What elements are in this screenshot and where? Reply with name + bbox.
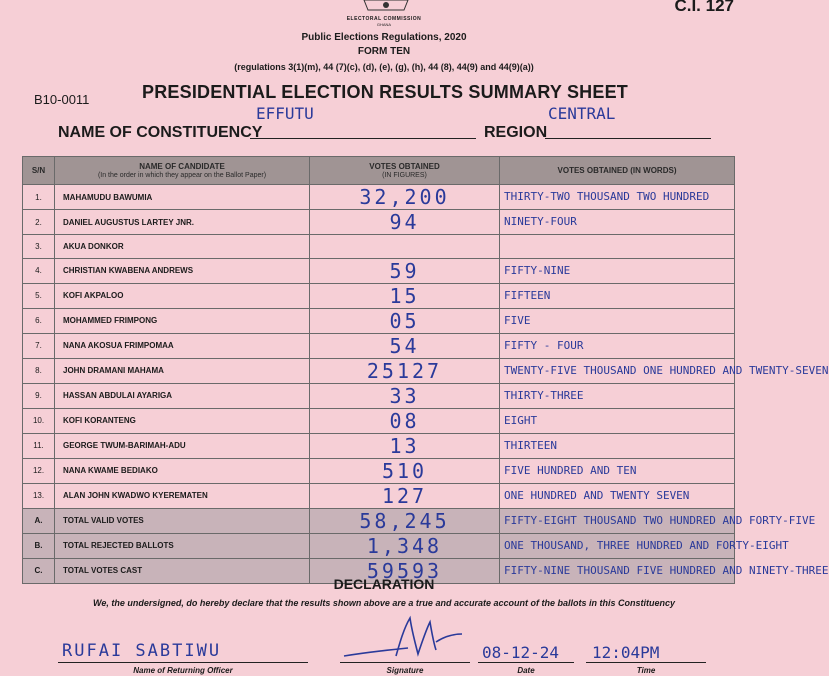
table-header-row: [23, 157, 735, 185]
votes-words: ONE THOUSAND, THREE HUNDRED AND FORTY-EIGHT: [500, 533, 735, 558]
header-sn: S/N: [23, 157, 55, 185]
candidate-name: ALAN JOHN KWADWO KYEREMATEN: [55, 483, 310, 508]
candidate-name: JOHN DRAMANI MAHAMA: [55, 358, 310, 383]
coat-of-arms-icon: [360, 0, 412, 12]
row-sn: 10.: [23, 408, 55, 433]
regulations-title: Public Elections Regulations, 2020: [301, 32, 467, 43]
row-sn: B.: [23, 533, 55, 558]
regulations-reference: (regulations 3(1)(m), 44 (7)(c), (d), (e), (g), (h), 44 (8), 44(9) and 44(9)(a)): [234, 62, 534, 72]
constituency-label: NAME OF CONSTITUENCY: [58, 124, 263, 141]
candidate-row: [23, 258, 735, 283]
row-sn: 13.: [23, 483, 55, 508]
votes-words: NINETY-FOUR: [500, 210, 735, 235]
votes-figures: 08: [310, 408, 500, 433]
votes-words: THIRTY-TWO THOUSAND TWO HUNDRED: [500, 185, 735, 210]
row-sn: 1.: [23, 185, 55, 210]
votes-figures: [310, 235, 500, 259]
form-name: FORM TEN: [357, 46, 411, 57]
candidate-name: AKUA DONKOR: [55, 235, 310, 259]
votes-words: EIGHT: [500, 408, 735, 433]
returning-officer-name: RUFAI SABTIWU: [62, 641, 222, 661]
votes-figures: 94: [310, 210, 500, 235]
votes-figures: 59593: [310, 558, 500, 583]
country-name: GHANA: [376, 22, 392, 27]
row-sn: 4.: [23, 258, 55, 283]
candidate-name: NANA AKOSUA FRIMPOMAA: [55, 333, 310, 358]
ci-number: C.I. 127: [674, 0, 734, 15]
votes-words: FIFTY - FOUR: [500, 333, 735, 358]
region-underline: [545, 138, 711, 139]
row-sn: 8.: [23, 358, 55, 383]
candidate-row: [23, 333, 735, 358]
header-words: VOTES OBTAINED (IN WORDS): [500, 157, 735, 185]
candidate-name: HASSAN ABDULAI AYARIGA: [55, 383, 310, 408]
candidate-name: TOTAL VALID VOTES: [55, 508, 310, 533]
officer-label: Name of Returning Officer: [133, 666, 233, 675]
signature-label: Signature: [386, 666, 424, 675]
row-sn: 2.: [23, 210, 55, 235]
votes-figures: 13: [310, 433, 500, 458]
votes-figures: 25127: [310, 358, 500, 383]
votes-words: THIRTEEN: [500, 433, 735, 458]
header-name: NAME OF CANDIDATE (In the order in which they appear on the Ballot Paper): [55, 157, 310, 185]
total-row: [23, 508, 735, 533]
candidate-name: GEORGE TWUM-BARIMAH-ADU: [55, 433, 310, 458]
region-label: REGION: [484, 124, 548, 141]
votes-words: FIFTEEN: [500, 283, 735, 308]
votes-words: FIFTY-EIGHT THOUSAND TWO HUNDRED AND FORTY-FIVE: [500, 508, 735, 533]
row-sn: 3.: [23, 235, 55, 259]
votes-figures: 1,348: [310, 533, 500, 558]
votes-words: [500, 235, 735, 259]
constituency-underline: [250, 138, 476, 139]
votes-figures: 59: [310, 258, 500, 283]
votes-words: ONE HUNDRED AND TWENTY SEVEN: [500, 483, 735, 508]
row-sn: 5.: [23, 283, 55, 308]
votes-words: FIFTY-NINE THOUSAND FIVE HUNDRED AND NINETY-THREE: [500, 558, 735, 583]
votes-words: THIRTY-THREE: [500, 383, 735, 408]
candidate-name: KOFI AKPALOO: [55, 283, 310, 308]
candidate-name: NANA KWAME BEDIAKO: [55, 458, 310, 483]
candidate-name: MAHAMUDU BAWUMIA: [55, 185, 310, 210]
constituency-code: B10-0011: [34, 92, 90, 107]
candidate-name: DANIEL AUGUSTUS LARTEY JNR.: [55, 210, 310, 235]
votes-words: FIVE: [500, 308, 735, 333]
candidate-row: [23, 458, 735, 483]
header-name-sub: (In the order in which they appear on the Ballot Paper): [97, 171, 267, 179]
header-figures: VOTES OBTAINED (IN FIGURES): [310, 157, 500, 185]
constituency-value: EFFUTU: [256, 104, 314, 123]
candidate-row: [23, 483, 735, 508]
candidate-row: [23, 383, 735, 408]
votes-words: FIFTY-NINE: [500, 258, 735, 283]
votes-figures: 127: [310, 483, 500, 508]
time-value: 12:04PM: [592, 643, 660, 662]
total-row: [23, 533, 735, 558]
date-underline: [478, 662, 574, 663]
candidate-row: [23, 358, 735, 383]
declaration-text: We, the undersigned, do hereby declare that the results shown above are a true and accurate account of the ballots in this Constituency: [93, 598, 675, 608]
time-underline: [586, 662, 706, 663]
candidate-row: [23, 210, 735, 235]
candidate-name: TOTAL VOTES CAST: [55, 558, 310, 583]
candidate-row: [23, 308, 735, 333]
row-sn: 6.: [23, 308, 55, 333]
officer-underline: [58, 662, 308, 663]
row-sn: 9.: [23, 383, 55, 408]
candidate-row: [23, 408, 735, 433]
candidate-row: [23, 235, 735, 259]
time-label: Time: [636, 666, 656, 675]
row-sn: 11.: [23, 433, 55, 458]
row-sn: 7.: [23, 333, 55, 358]
signature-underline: [340, 662, 470, 663]
votes-figures: 510: [310, 458, 500, 483]
results-table: [22, 156, 829, 584]
date-value: 08-12-24: [482, 643, 560, 662]
votes-words: FIVE HUNDRED AND TEN: [500, 458, 735, 483]
region-value: CENTRAL: [548, 104, 616, 123]
date-label: Date: [517, 666, 535, 675]
candidate-name: CHRISTIAN KWABENA ANDREWS: [55, 258, 310, 283]
row-sn: A.: [23, 508, 55, 533]
candidate-row: [23, 283, 735, 308]
votes-figures: 33: [310, 383, 500, 408]
votes-figures: 05: [310, 308, 500, 333]
header-figures-sub: (IN FIGURES): [382, 171, 427, 179]
votes-figures: 32,200: [310, 185, 500, 210]
candidate-row: [23, 433, 735, 458]
votes-figures: 15: [310, 283, 500, 308]
votes-figures: 54: [310, 333, 500, 358]
signature-scribble: [338, 612, 468, 664]
candidate-name: KOFI KORANTENG: [55, 408, 310, 433]
declaration-title: DECLARATION: [333, 576, 435, 592]
votes-figures: 58,245: [310, 508, 500, 533]
row-sn: C.: [23, 558, 55, 583]
candidate-row: [23, 185, 735, 210]
candidate-name: MOHAMMED FRIMPONG: [55, 308, 310, 333]
candidate-name: TOTAL REJECTED BALLOTS: [55, 533, 310, 558]
row-sn: 12.: [23, 458, 55, 483]
votes-words: TWENTY-FIVE THOUSAND ONE HUNDRED AND TWENTY-SEVEN: [500, 358, 735, 383]
commission-name: ELECTORAL COMMISSION: [346, 16, 422, 22]
page-title: PRESIDENTIAL ELECTION RESULTS SUMMARY SHEET: [142, 82, 628, 102]
